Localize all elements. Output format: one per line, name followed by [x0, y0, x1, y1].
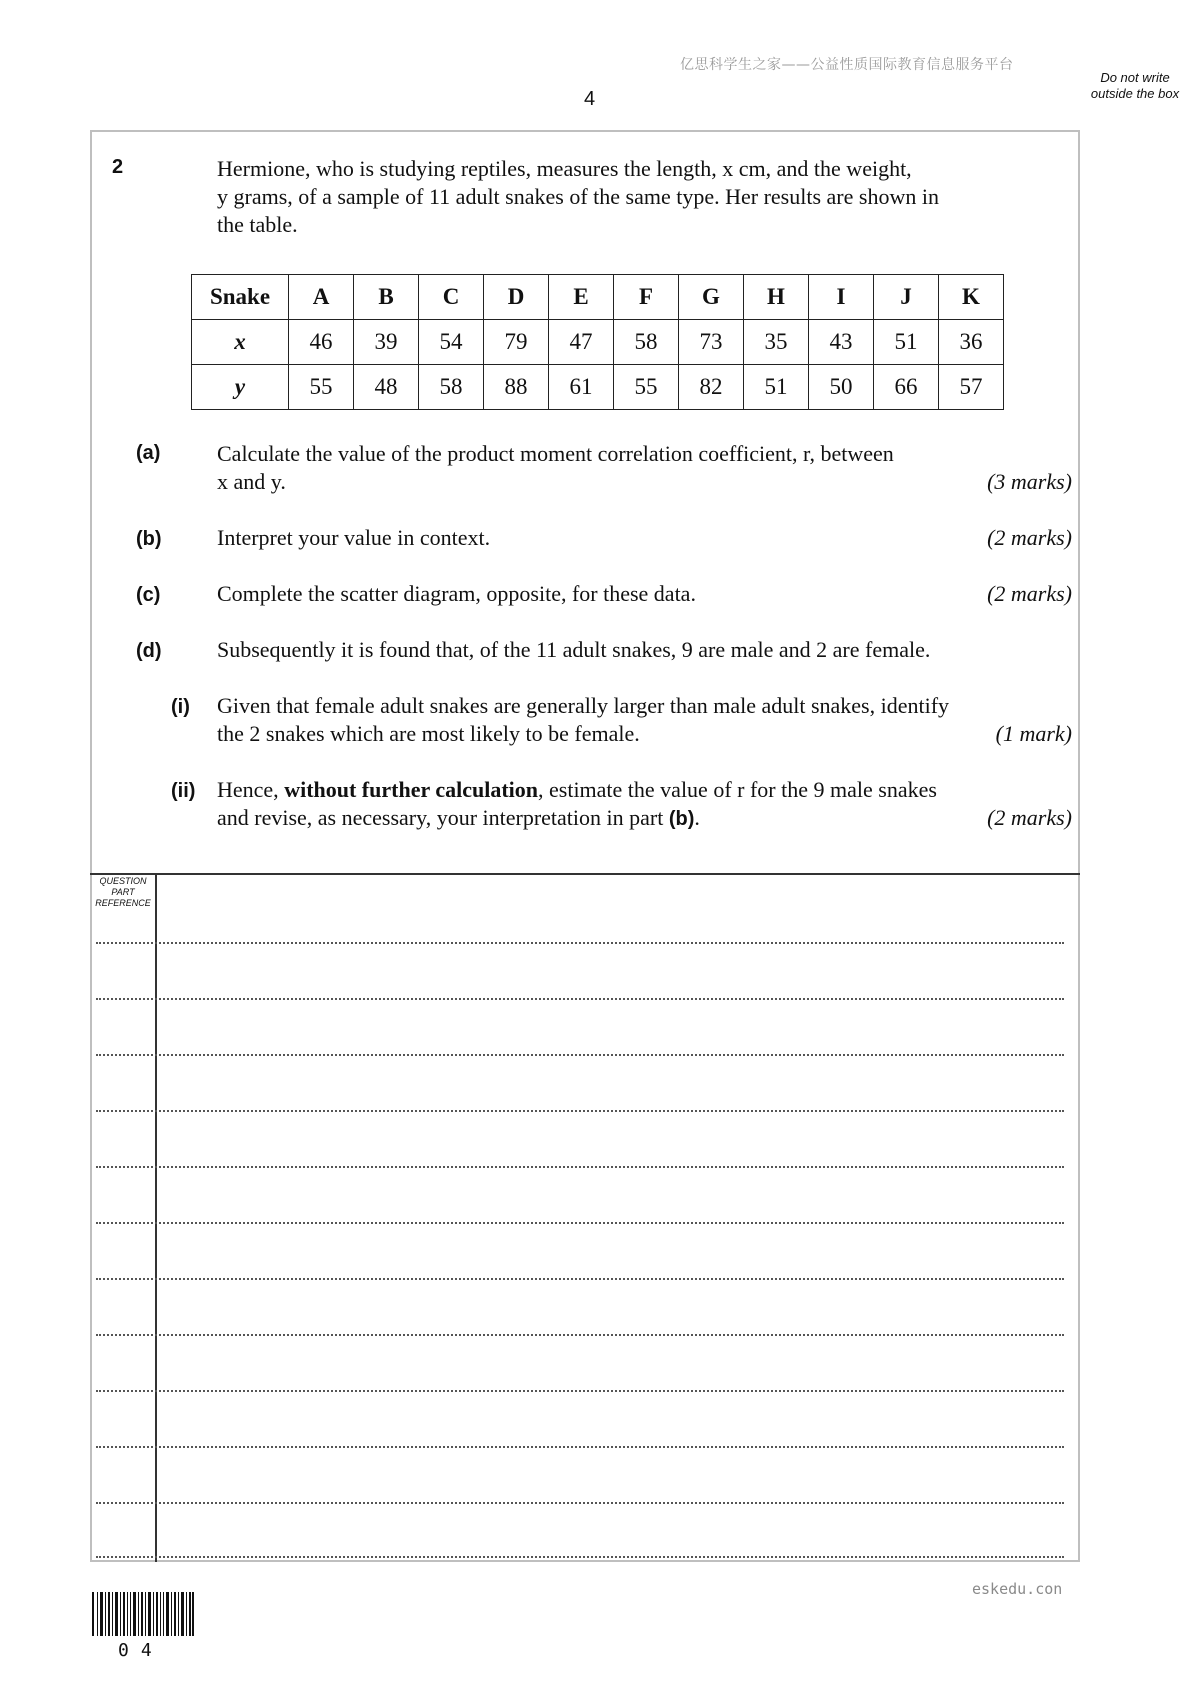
part-d-text: Subsequently it is found that, of the 11 adult snakes, 9 are male and 2 are female. [217, 637, 931, 662]
table-cell: 46 [289, 320, 354, 365]
part-c-label: (c) [136, 584, 161, 606]
watermark-text: 亿思科学生之家——公益性质国际教育信息服务平台 [680, 57, 1014, 73]
answer-area-top-border [90, 873, 1080, 875]
table-header-row [192, 275, 1004, 320]
table-column-header: C [419, 275, 484, 320]
intro-line-2: y grams, of a sample of 11 adult snakes of the same type. Her results are shown in [217, 184, 939, 209]
answer-line[interactable] [96, 998, 1064, 1000]
part-c-text [217, 580, 1072, 608]
part-c-row [217, 580, 1072, 608]
table-cell: 50 [809, 365, 874, 410]
part-d-ii-marks: (2 marks) [987, 805, 1072, 830]
part-d-ii-line-2-pre: and revise, as necessary, your interpretation in part [217, 805, 669, 830]
table-cell: 79 [484, 320, 549, 365]
part-d-i-line-2-row [217, 720, 1072, 748]
table-cell: 47 [549, 320, 614, 365]
part-d-i-line-2: the 2 snakes which are most likely to be female. [217, 721, 640, 746]
table-cell: 39 [354, 320, 419, 365]
table-cell: 58 [419, 365, 484, 410]
table-row-label: y [192, 365, 289, 410]
answer-line[interactable] [96, 1502, 1064, 1504]
part-d-i-line-1: Given that female adult snakes are generally larger than male adult snakes, identify [217, 693, 950, 718]
table-cell: 55 [289, 365, 354, 410]
question-part-reference-label: QUESTION PART REFERENCE [95, 876, 151, 908]
table-cell: 54 [419, 320, 484, 365]
question-number: 2 [112, 156, 124, 178]
intro-line-3: the table. [217, 212, 298, 237]
answer-line[interactable] [96, 1390, 1064, 1392]
part-d-ii-text [217, 776, 1072, 833]
table-cell: 36 [939, 320, 1004, 365]
table-cell: 43 [809, 320, 874, 365]
table-cell: 51 [744, 365, 809, 410]
part-b-line-1: Interpret your value in context. [217, 525, 491, 550]
barcode-icon [92, 1592, 194, 1636]
reference-column-divider [155, 873, 157, 1562]
part-a-line-2: x and y. [217, 469, 286, 494]
answer-line[interactable] [96, 1222, 1064, 1224]
footer-site-text: eskedu.con [972, 1580, 1063, 1598]
table-column-header: G [679, 275, 744, 320]
answer-line[interactable] [96, 1054, 1064, 1056]
part-d-label: (d) [136, 640, 162, 662]
table-cell: 55 [614, 365, 679, 410]
table-cell: 58 [614, 320, 679, 365]
part-d-i-text [217, 692, 1072, 748]
part-a-marks: (3 marks) [987, 469, 1072, 494]
table-column-header: B [354, 275, 419, 320]
table-column-header: F [614, 275, 679, 320]
part-d-i-marks: (1 mark) [995, 721, 1072, 746]
answer-line[interactable] [96, 1446, 1064, 1448]
table-cell: 35 [744, 320, 809, 365]
snake-data-table [191, 274, 1004, 410]
page-number: 4 [584, 88, 596, 110]
answer-line[interactable] [96, 1334, 1064, 1336]
part-a-line-2-row [217, 468, 1072, 496]
part-b-marks: (2 marks) [987, 525, 1072, 550]
table-column-header: J [874, 275, 939, 320]
table-cell: 88 [484, 365, 549, 410]
margin-note: Do not write outside the box [1090, 70, 1180, 101]
part-d-ii-line-2-bold: (b) [668, 808, 695, 830]
barcode-number: 04 [118, 1640, 164, 1661]
part-b-label: (b) [136, 528, 162, 550]
answer-line[interactable] [96, 942, 1064, 944]
intro-line-1: Hermione, who is studying reptiles, measures the length, x cm, and the weight, [217, 156, 912, 181]
table-cell: 61 [549, 365, 614, 410]
table-row-y [192, 365, 1004, 410]
table-cell: 66 [874, 365, 939, 410]
table-cell: 51 [874, 320, 939, 365]
part-b-row [217, 524, 1072, 552]
part-d-ii-line-1-pre: Hence, [217, 777, 285, 802]
part-c-line-1: Complete the scatter diagram, opposite, for these data. [217, 581, 696, 606]
table-cell: 82 [679, 365, 744, 410]
part-d-ii-line-1-post: , estimate the value of r for the 9 male snakes [538, 777, 937, 802]
table-column-header: I [809, 275, 874, 320]
table-row-label: x [192, 320, 289, 365]
part-a-text [217, 440, 1072, 496]
table-column-header: H [744, 275, 809, 320]
answer-line[interactable] [96, 1166, 1064, 1168]
part-d-ii-line-2-post: . [694, 805, 700, 830]
part-d-ii-line-2-row [217, 804, 1072, 833]
part-a-label: (a) [136, 442, 161, 464]
table-header-label: Snake [192, 275, 289, 320]
table-cell: 73 [679, 320, 744, 365]
part-c-marks: (2 marks) [987, 581, 1072, 606]
table-row-x [192, 320, 1004, 365]
part-a-line-1: Calculate the value of the product moment correlation coefficient, r, between [217, 441, 894, 466]
part-d-ii-line-1-bold: without further calculation [284, 777, 538, 802]
answer-line[interactable] [96, 1278, 1064, 1280]
table-column-header: K [939, 275, 1004, 320]
table-cell: 48 [354, 365, 419, 410]
answer-line[interactable] [96, 1110, 1064, 1112]
part-d-ii-line-1 [217, 776, 1072, 804]
table-cell: 57 [939, 365, 1004, 410]
table-column-header: D [484, 275, 549, 320]
part-d-ii-label: (ii) [171, 780, 196, 802]
part-d-i-label: (i) [171, 696, 190, 718]
table-column-header: E [549, 275, 614, 320]
question-intro [217, 155, 1057, 239]
answer-line[interactable] [96, 1556, 1064, 1558]
part-b-text [217, 524, 1072, 552]
table-column-header: A [289, 275, 354, 320]
